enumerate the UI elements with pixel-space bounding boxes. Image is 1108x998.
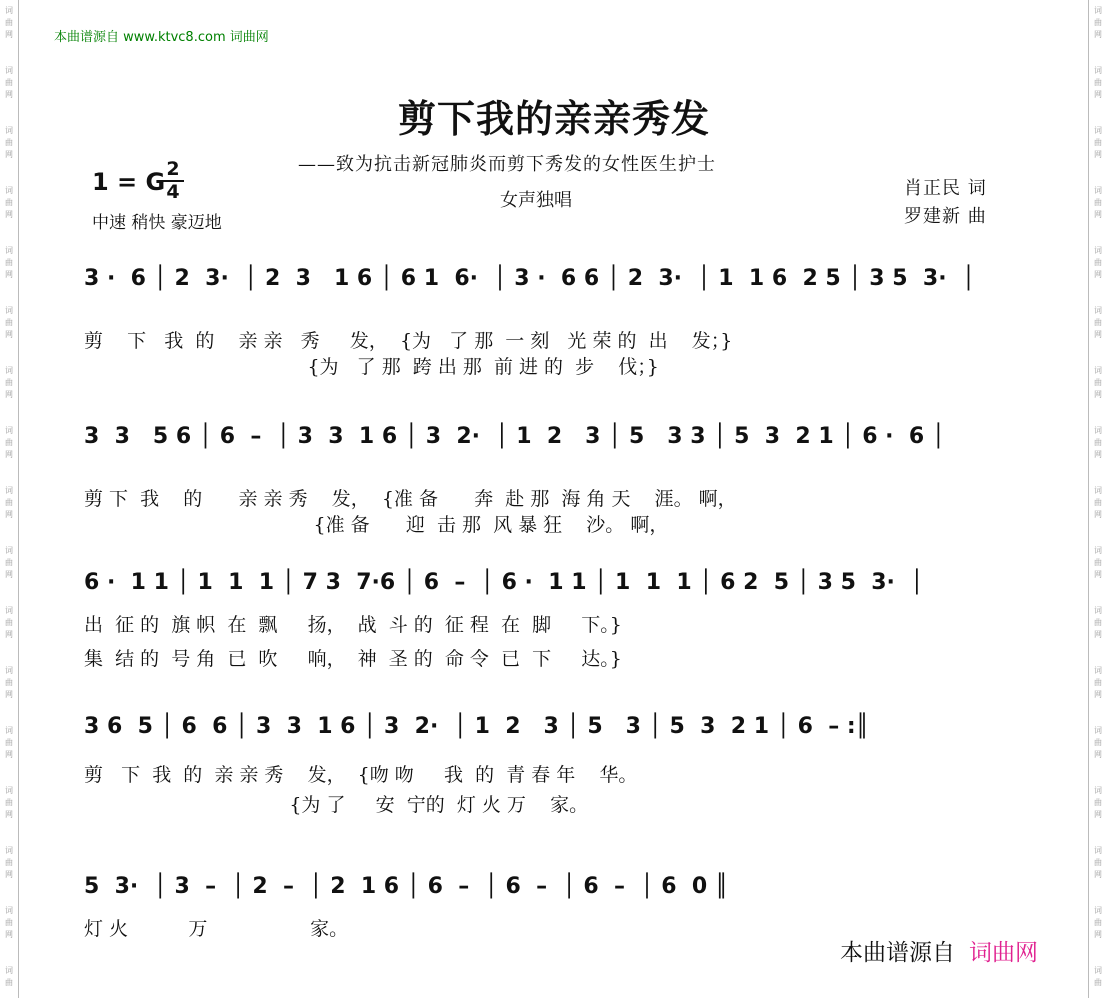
watermark-char: 词: [1094, 246, 1102, 255]
watermark-char: 词: [5, 786, 13, 795]
lyric-line-1a: 剪 下 我 的 亲 亲 秀 发， {为 了 那 一 刻 光 荣 的 出 发；}: [84, 330, 733, 352]
watermark-char: 网: [5, 450, 13, 459]
watermark-char: 网: [1094, 810, 1102, 819]
watermark-char: 曲: [5, 798, 13, 807]
watermark-char: 曲: [1094, 858, 1102, 867]
source-footer-label: 本曲谱源自: [840, 940, 955, 966]
source-footer[interactable]: [840, 934, 1038, 967]
watermark-char: 词: [1094, 486, 1102, 495]
watermark-char: 网: [1094, 510, 1102, 519]
subtitle: ——致为抗击新冠肺炎而剪下秀发的女性医生护士: [298, 154, 716, 175]
watermark-char: 词: [1094, 606, 1102, 615]
score-line-1: [0, 262, 1108, 378]
watermark-char: 曲: [1094, 78, 1102, 87]
watermark-char: 曲: [5, 558, 13, 567]
watermark-char: 网: [1094, 690, 1102, 699]
watermark-char: 曲: [1094, 918, 1102, 927]
watermark-char: 词: [5, 486, 13, 495]
watermark-char: 词: [1094, 546, 1102, 555]
watermark-char: 曲: [1094, 738, 1102, 747]
watermark-char: 词: [5, 246, 13, 255]
lyric-line-5a: 灯 火 万 家。: [84, 918, 349, 940]
notes-line-3: 6 · 1 1 │ 1 1 1 │ 7 3 7·6 │ 6 – │ 6 · 1 1 │ 1 1 1 │ 6 2 5 │ 3 5 3· │: [84, 570, 924, 595]
watermark-char: 曲: [5, 978, 13, 987]
watermark-char: 网: [5, 90, 13, 99]
watermark-char: 曲: [1094, 18, 1102, 27]
watermark-char: 词: [1094, 666, 1102, 675]
watermark-char: 词: [1094, 366, 1102, 375]
watermark-char: 词: [5, 726, 13, 735]
watermark-char: 网: [1094, 150, 1102, 159]
time-sig-bottom: 4: [166, 181, 180, 203]
watermark-char: 网: [5, 390, 13, 399]
watermark-char: 网: [1094, 870, 1102, 879]
watermark-char: 词: [5, 846, 13, 855]
lyric-line-1b: {为 了 那 跨 出 那 前 进 的 步 伐；}: [84, 356, 659, 378]
watermark-char: 曲: [1094, 258, 1102, 267]
watermark-char: 曲: [5, 318, 13, 327]
tempo-marking: 中速 稍快 豪迈地: [92, 213, 222, 233]
watermark-char: 网: [1094, 930, 1102, 939]
watermark-char: 曲: [1094, 318, 1102, 327]
watermark-char: 曲: [1094, 978, 1102, 987]
watermark-char: 曲: [5, 198, 13, 207]
watermark-char: 词: [5, 366, 13, 375]
source-link-top[interactable]: 本曲谱源自 www.ktvc8.com 词曲网: [54, 30, 269, 45]
watermark-char: 曲: [1094, 138, 1102, 147]
watermark-char: 词: [5, 966, 13, 975]
watermark-char: 词: [1094, 846, 1102, 855]
source-footer-site[interactable]: 词曲网: [969, 940, 1038, 966]
watermark-char: 网: [5, 570, 13, 579]
watermark-char: 网: [5, 690, 13, 699]
watermark-char: 词: [1094, 126, 1102, 135]
watermark-char: 网: [5, 870, 13, 879]
watermark-char: 网: [1094, 30, 1102, 39]
watermark-char: 曲: [5, 258, 13, 267]
performer-note: 女声独唱: [500, 190, 572, 211]
score-line-2: [0, 420, 1108, 536]
watermark-char: 网: [5, 150, 13, 159]
watermark-char: 曲: [5, 438, 13, 447]
watermark-char: 曲: [5, 918, 13, 927]
watermark-char: 曲: [5, 78, 13, 87]
watermark-char: 词: [5, 306, 13, 315]
watermark-char: 词: [1094, 966, 1102, 975]
watermark-char: 网: [5, 810, 13, 819]
notes-line-5: 5 3· │ 3 – │ 2 – │ 2 1 6 │ 6 – │ 6 – │ 6 – │ 6 0 ║: [84, 874, 729, 899]
watermark-char: 曲: [5, 738, 13, 747]
watermark-char: 词: [5, 666, 13, 675]
watermark-char: 词: [5, 426, 13, 435]
watermark-char: 曲: [5, 618, 13, 627]
watermark-char: 词: [1094, 6, 1102, 15]
score-line-4: [0, 710, 1108, 816]
watermark-char: 网: [5, 270, 13, 279]
time-signature: [162, 160, 184, 202]
watermark-char: 曲: [1094, 438, 1102, 447]
lyric-line-4b: {为 了 安 宁的 灯 火 万 家。: [84, 794, 589, 816]
watermark-char: 曲: [5, 498, 13, 507]
watermark-char: 曲: [1094, 618, 1102, 627]
lyricist-credit: 肖正民 词: [904, 178, 987, 199]
watermark-char: 词: [5, 606, 13, 615]
page-title: 剪下我的亲亲秀发: [397, 96, 710, 141]
watermark-char: 网: [1094, 630, 1102, 639]
composer-credit: 罗建新 曲: [904, 206, 987, 227]
watermark-char: 词: [5, 66, 13, 75]
watermark-char: 网: [1094, 750, 1102, 759]
watermark-char: 曲: [1094, 798, 1102, 807]
left-watermark-strip: [0, 0, 19, 998]
watermark-char: 网: [5, 30, 13, 39]
lyric-line-3b: 集 结 的 号 角 已 吹 响， 神 圣 的 命 令 已 下 达。}: [84, 648, 622, 670]
watermark-char: 词: [5, 186, 13, 195]
watermark-char: 曲: [5, 678, 13, 687]
watermark-char: 曲: [1094, 678, 1102, 687]
watermark-char: 网: [5, 510, 13, 519]
watermark-char: 词: [1094, 186, 1102, 195]
watermark-char: 网: [1094, 450, 1102, 459]
watermark-char: 网: [5, 330, 13, 339]
watermark-char: 曲: [1094, 378, 1102, 387]
notes-line-2: 3 3 5 6 │ 6 – │ 3 3 1 6 │ 3 2· │ 1 2 3 │ 5 3 3 │ 5 3 2 1 │ 6 · 6 │: [84, 424, 946, 449]
watermark-char: 曲: [5, 138, 13, 147]
watermark-char: 曲: [5, 858, 13, 867]
watermark-char: 曲: [1094, 558, 1102, 567]
watermark-char: 词: [5, 126, 13, 135]
time-sig-top: 2: [166, 158, 180, 180]
watermark-char: 网: [1094, 570, 1102, 579]
watermark-char: 网: [1094, 270, 1102, 279]
notes-line-4: 3 6 5 │ 6 6 │ 3 3 1 6 │ 3 2· │ 1 2 3 │ 5 3 │ 5 3 2 1 │ 6 – :║: [84, 714, 869, 739]
watermark-char: 词: [5, 906, 13, 915]
watermark-char: 网: [5, 930, 13, 939]
watermark-char: 词: [1094, 426, 1102, 435]
watermark-char: 曲: [1094, 498, 1102, 507]
watermark-char: 曲: [5, 18, 13, 27]
watermark-char: 网: [5, 750, 13, 759]
watermark-char: 网: [5, 210, 13, 219]
watermark-char: 网: [5, 630, 13, 639]
watermark-char: 曲: [1094, 198, 1102, 207]
watermark-char: 曲: [5, 378, 13, 387]
watermark-char: 网: [1094, 390, 1102, 399]
watermark-char: 网: [1094, 90, 1102, 99]
lyric-line-4a: 剪 下 我 的 亲 亲 秀 发， {吻 吻 我 的 青 春 年 华。: [84, 764, 638, 786]
lyric-line-3a: 出 征 的 旗 帜 在 飘 扬， 战 斗 的 征 程 在 脚 下。}: [84, 614, 622, 636]
right-watermark-strip: [1088, 0, 1107, 998]
score-line-5: [0, 870, 1108, 942]
watermark-char: 词: [5, 6, 13, 15]
watermark-char: 网: [1094, 330, 1102, 339]
watermark-char: 词: [1094, 906, 1102, 915]
watermark-char: 词: [1094, 726, 1102, 735]
watermark-char: 词: [5, 546, 13, 555]
watermark-char: 词: [1094, 66, 1102, 75]
lyric-line-2a: 剪 下 我 的 亲 亲 秀 发， {准 备 奔 赴 那 海 角 天 涯。 啊，: [84, 488, 737, 510]
key-signature: 1 = G: [92, 168, 166, 196]
watermark-char: 词: [1094, 786, 1102, 795]
score-line-3: [0, 566, 1108, 670]
notes-line-1: 3 · 6 │ 2 3· │ 2 3 1 6 │ 6 1 6· │ 3 · 6 6 │ 2 3· │ 1 1 6 2 5 │ 3 5 3· │: [84, 266, 976, 291]
watermark-char: 词: [1094, 306, 1102, 315]
watermark-char: 网: [1094, 210, 1102, 219]
lyric-line-2b: {准 备 迎 击 那 风 暴 狂 沙。 啊，: [84, 514, 669, 536]
